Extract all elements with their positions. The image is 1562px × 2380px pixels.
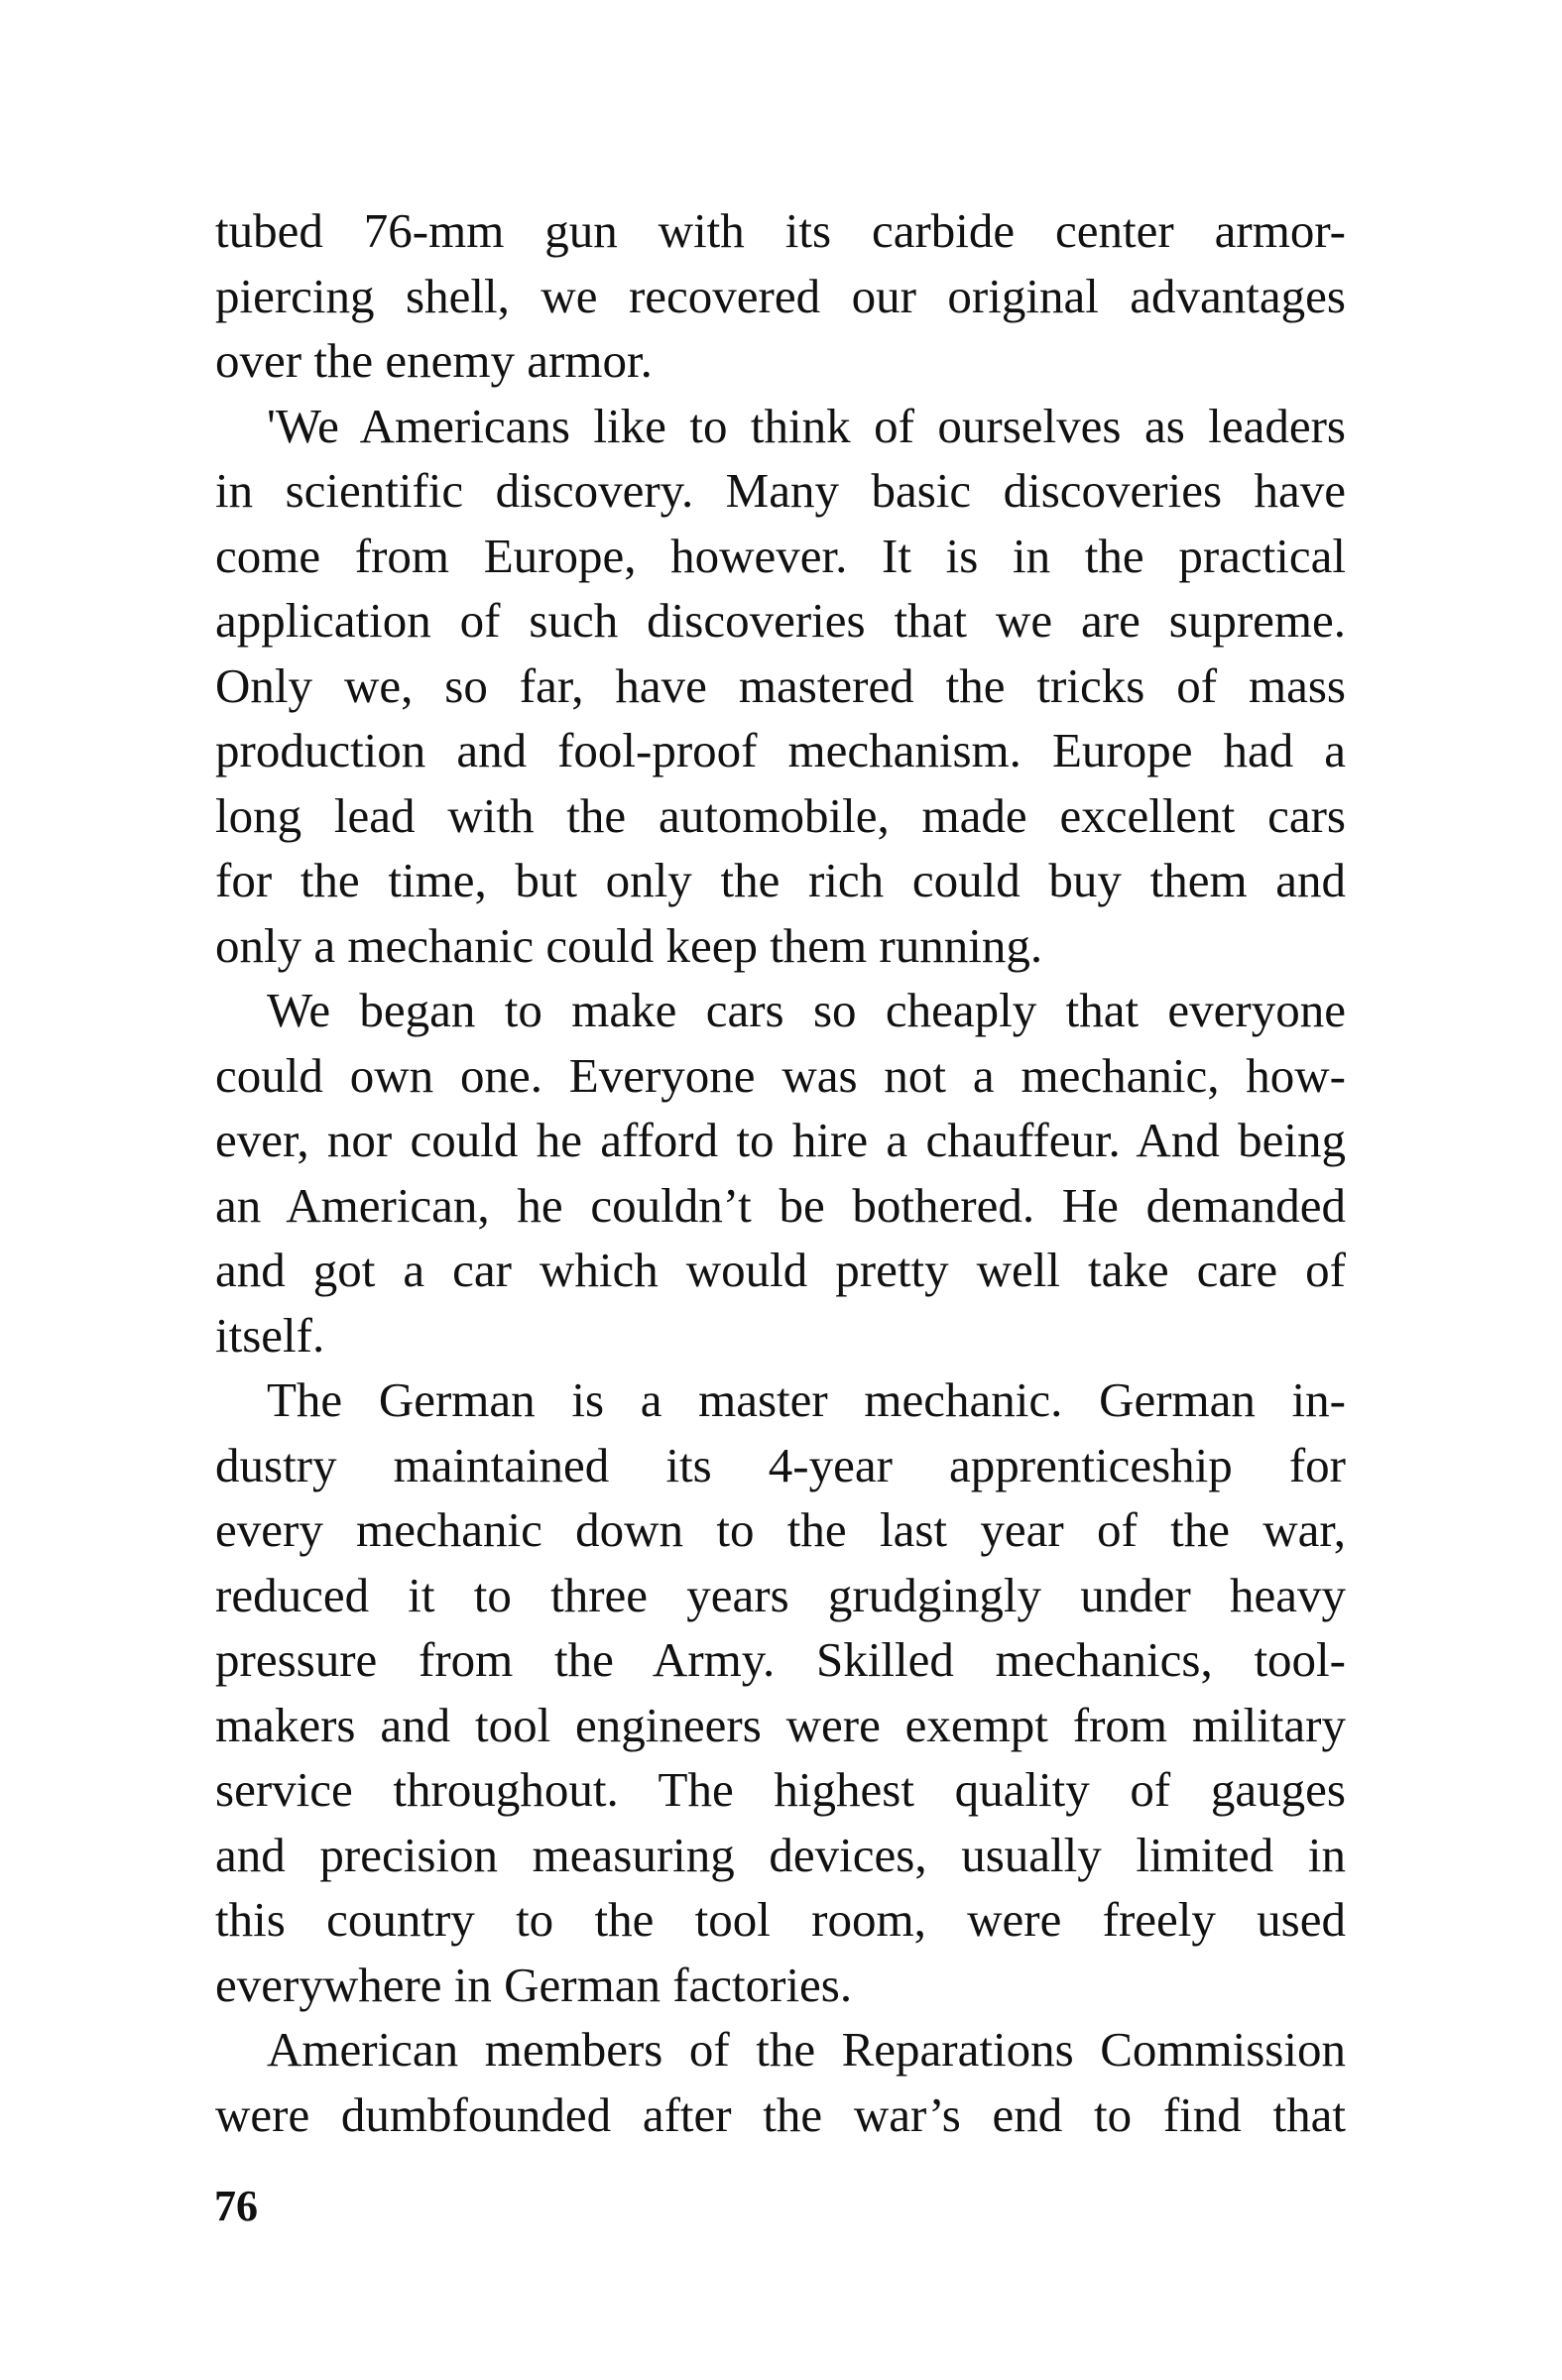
text-line: dustry maintained its 4-year apprenticeship for	[215, 1437, 1346, 1492]
text-line: piercing shell, we recovered our original advantages	[215, 268, 1346, 323]
text-line: ever, nor could he afford to hire a chauffeur. And being	[215, 1113, 1346, 1167]
text-line: were dumbfounded after the war’s end to find that	[215, 2086, 1346, 2142]
text-line: in scientific discovery. Many basic discoveries have	[215, 463, 1346, 518]
text-line: long lead with the automobile, made excellent cars	[215, 787, 1346, 843]
paragraph	[215, 1368, 1346, 2017]
text-line: The German is a master mechanic. German in-	[267, 1372, 1346, 1427]
text-line: come from Europe, however. It is in the practical	[215, 528, 1346, 583]
text-line: everywhere in German factories.	[215, 1957, 853, 2012]
text-line: and precision measuring devices, usually limited in	[215, 1827, 1346, 1882]
text-line: for the time, but only the rich could buy them and	[215, 853, 1346, 907]
text-line: American members of the Reparations Commission	[267, 2022, 1346, 2077]
text-line: We began to make cars so cheaply that everyone	[267, 983, 1346, 1037]
text-line: makers and tool engineers were exempt from military	[215, 1697, 1346, 1752]
paragraph	[215, 978, 1346, 1368]
text-line: production and fool-proof mechanism. Europe had a	[215, 723, 1346, 777]
text-line: tubed 76-mm gun with its carbide center armor-	[215, 203, 1346, 258]
body-text	[215, 198, 1346, 2147]
text-line: Only we, so far, have mastered the tricks of mass	[215, 657, 1346, 713]
text-line: application of such discoveries that we are supreme.	[215, 593, 1346, 648]
text-line: reduced it to three years grudgingly under heavy	[215, 1567, 1346, 1622]
text-line: could own one. Everyone was not a mechanic, how-	[215, 1047, 1346, 1103]
paragraph	[215, 394, 1346, 979]
text-line: every mechanic down to the last year of the war,	[215, 1502, 1346, 1557]
text-line: pressure from the Army. Skilled mechanics, tool-	[215, 1632, 1346, 1687]
text-line: 'We Americans like to think of ourselves as leaders	[267, 398, 1346, 453]
text-line: itself.	[215, 1307, 325, 1363]
text-line: service throughout. The highest quality of gauges	[215, 1762, 1346, 1817]
page-number: 76	[214, 2182, 258, 2230]
text-line: an American, he couldn’t be bothered. He demanded	[215, 1177, 1346, 1233]
text-line: this country to the tool room, were freely used	[215, 1892, 1346, 1947]
paragraph	[215, 198, 1346, 394]
paragraph	[215, 2017, 1346, 2147]
text-line: only a mechanic could keep them running.	[215, 917, 1043, 973]
text-line: and got a car which would pretty well take care of	[215, 1243, 1346, 1297]
text-line: over the enemy armor.	[215, 333, 653, 388]
